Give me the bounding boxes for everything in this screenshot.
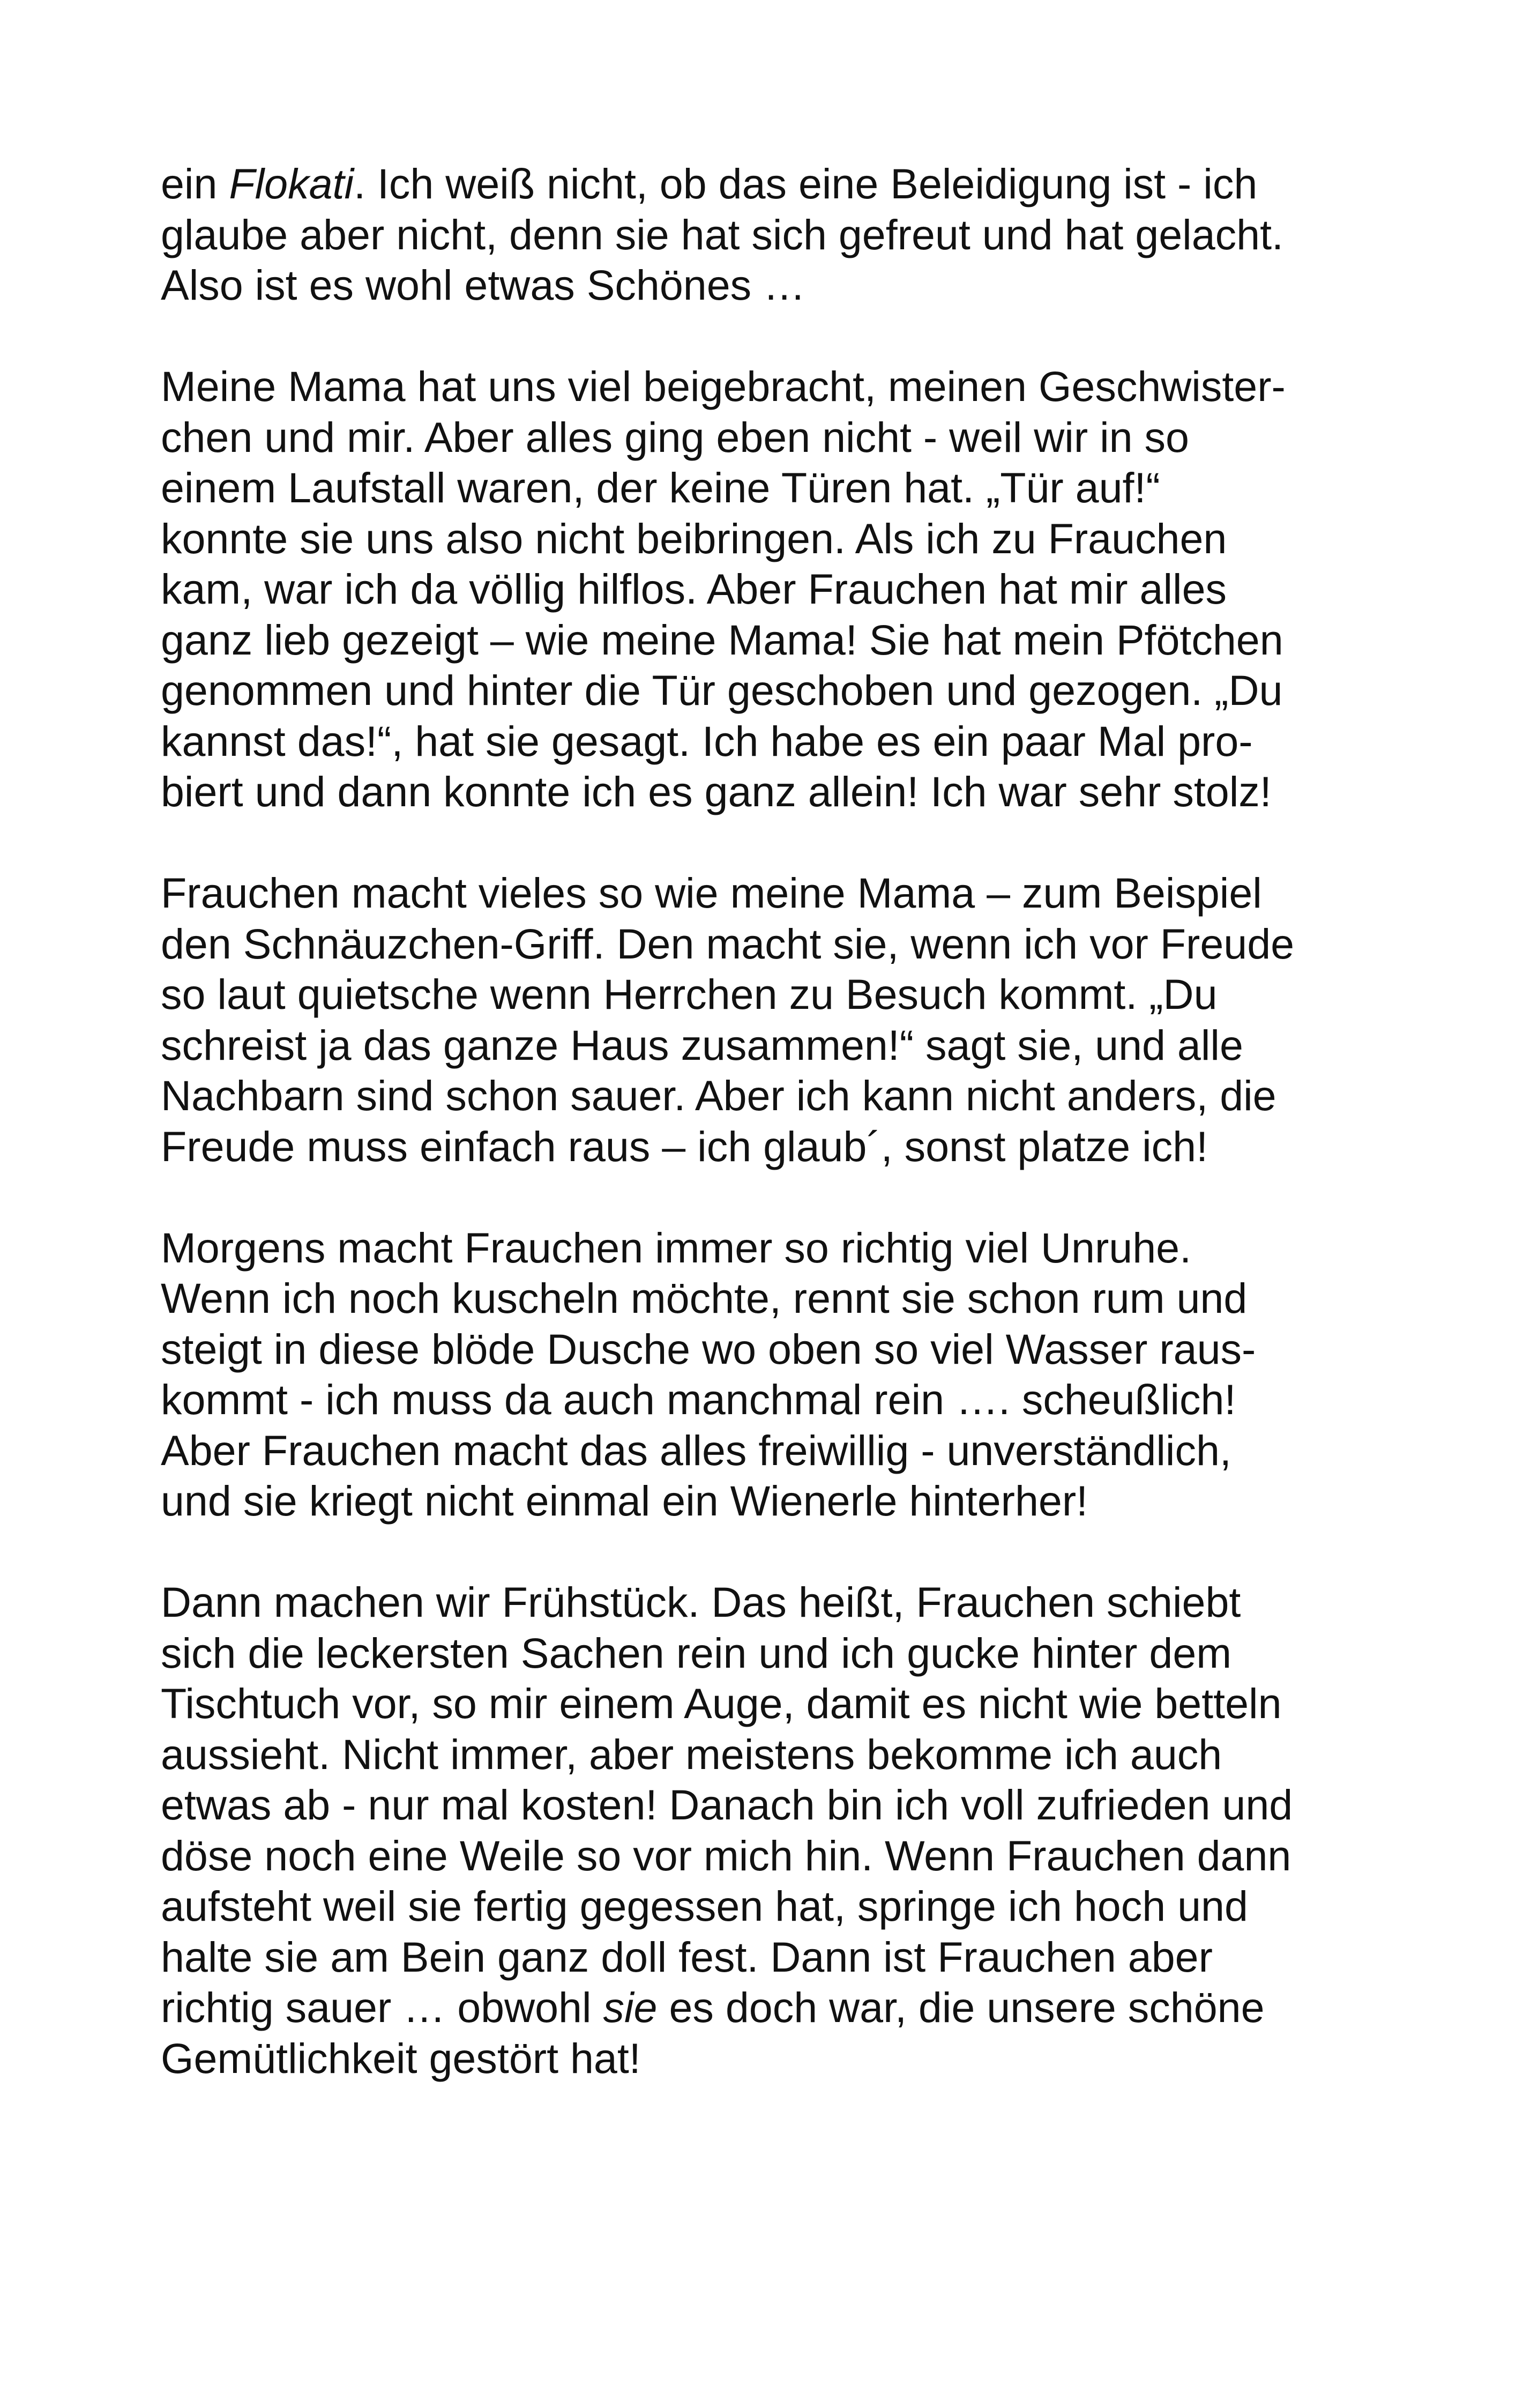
text-segment: kam, war ich da völlig hilflos. Aber Frauchen hat mir alles <box>161 565 1227 613</box>
text-segment: Wenn ich noch kuscheln möchte, rennt sie schon rum und <box>161 1274 1248 1322</box>
text-line <box>161 1932 1393 1983</box>
text-segment: Nachbarn sind schon sauer. Aber ich kann nicht anders, die <box>161 1072 1276 1119</box>
text-segment: den Schnäuzchen-Griff. Den macht sie, wenn ich vor Freude <box>161 919 1295 968</box>
text-segment: aussieht. Nicht immer, aber meistens bekomme ich auch <box>161 1730 1222 1778</box>
text-line <box>161 1324 1393 1375</box>
text-line <box>161 969 1393 1020</box>
text-line <box>161 1577 1393 1628</box>
paragraph <box>161 1577 1393 2084</box>
text-segment: so laut quietsche wenn Herrchen zu Besuch kommt. „Du <box>161 970 1218 1018</box>
text-line <box>161 1982 1393 2033</box>
text-line <box>161 159 1393 210</box>
text-line <box>161 564 1393 615</box>
text-line <box>161 1121 1393 1172</box>
text-line <box>161 1425 1393 1476</box>
text-segment: Frauchen macht vieles so wie meine Mama – zum Beispiel <box>161 869 1262 917</box>
text-line <box>161 260 1393 311</box>
text-line <box>161 1273 1393 1324</box>
text-segment: Meine Mama hat uns viel beigebracht, meinen Geschwister- <box>161 362 1286 410</box>
paragraph <box>161 361 1393 817</box>
text-segment: ein <box>161 160 229 207</box>
paragraph <box>161 868 1393 1172</box>
text-segment: steigt in diese blöde Dusche wo oben so viel Wasser raus- <box>161 1325 1256 1373</box>
text-segment: Tischtuch vor, so mir einem Auge, damit es nicht wie betteln <box>161 1679 1282 1727</box>
text-line <box>161 1831 1393 1882</box>
text-segment: aufsteht weil sie fertig gegessen hat, springe ich hoch und <box>161 1882 1248 1930</box>
text-segment: ganz lieb gezeigt – wie meine Mama! Sie hat mein Pfötchen <box>161 615 1283 664</box>
text-line <box>161 1020 1393 1071</box>
text-line <box>161 1729 1393 1780</box>
text-line <box>161 716 1393 767</box>
text-segment: und sie kriegt nicht einmal ein Wienerle hinterher! <box>161 1477 1088 1525</box>
italic-text: sie <box>603 1983 658 2031</box>
text-segment: konnte sie uns also nicht beibringen. Als ich zu Frauchen <box>161 514 1227 562</box>
text-segment: es doch war, die unsere schöne <box>657 1983 1265 2031</box>
body-text <box>161 159 1393 2084</box>
text-line <box>161 919 1393 970</box>
text-segment: sich die leckersten Sachen rein und ich gucke hinter dem <box>161 1629 1232 1677</box>
text-segment: Morgens macht Frauchen immer so richtig viel Unruhe. <box>161 1223 1192 1272</box>
text-line <box>161 1374 1393 1425</box>
text-line <box>161 463 1393 514</box>
text-line <box>161 1628 1393 1679</box>
text-line <box>161 514 1393 564</box>
text-line <box>161 1223 1393 1274</box>
text-segment: kannst das!“, hat sie gesagt. Ich habe es ein paar Mal pro- <box>161 717 1253 765</box>
text-segment: Also ist es wohl etwas Schönes … <box>161 261 806 309</box>
text-line <box>161 615 1393 666</box>
paragraph <box>161 1223 1393 1527</box>
text-segment: Dann machen wir Frühstück. Das heißt, Frauchen schiebt <box>161 1578 1241 1626</box>
text-segment: . Ich weiß nicht, ob das eine Beleidigung ist - ich <box>354 160 1258 207</box>
text-segment: glaube aber nicht, denn sie hat sich gefreut und hat gelacht. <box>161 210 1283 258</box>
text-line <box>161 868 1393 919</box>
text-segment: halte sie am Bein ganz doll fest. Dann ist Frauchen aber <box>161 1933 1213 1981</box>
text-segment: schreist ja das ganze Haus zusammen!“ sagt sie, und alle <box>161 1021 1243 1069</box>
text-line <box>161 767 1393 817</box>
text-segment: einem Laufstall waren, der keine Türen hat. „Tür auf!“ <box>161 464 1160 511</box>
italic-text: Flokati <box>229 160 354 207</box>
text-segment: genommen und hinter die Tür geschoben und gezogen. „Du <box>161 666 1283 714</box>
text-segment: Gemütlichkeit gestört hat! <box>161 2034 641 2082</box>
text-segment: Freude muss einfach raus – ich glaub´, sonst platze ich! <box>161 1122 1208 1170</box>
text-line <box>161 361 1393 412</box>
text-segment: döse noch eine Weile so vor mich hin. Wenn Frauchen dann <box>161 1831 1291 1879</box>
text-line <box>161 1780 1393 1831</box>
text-line <box>161 1476 1393 1527</box>
text-line <box>161 1881 1393 1932</box>
text-line <box>161 210 1393 261</box>
text-line <box>161 412 1393 463</box>
text-segment: etwas ab - nur mal kosten! Danach bin ich voll zufrieden und <box>161 1781 1293 1829</box>
text-segment: biert und dann konnte ich es ganz allein! Ich war sehr stolz! <box>161 768 1272 815</box>
text-segment: Aber Frauchen macht das alles freiwillig - unverständlich, <box>161 1426 1231 1474</box>
paragraph <box>161 159 1393 311</box>
text-line <box>161 665 1393 716</box>
text-segment: richtig sauer … obwohl <box>161 1983 603 2031</box>
text-line <box>161 2033 1393 2084</box>
text-line <box>161 1678 1393 1729</box>
text-segment: chen und mir. Aber alles ging eben nicht - weil wir in so <box>161 413 1189 461</box>
text-segment: kommt - ich muss da auch manchmal rein …. scheußlich! <box>161 1376 1236 1423</box>
text-line <box>161 1071 1393 1121</box>
